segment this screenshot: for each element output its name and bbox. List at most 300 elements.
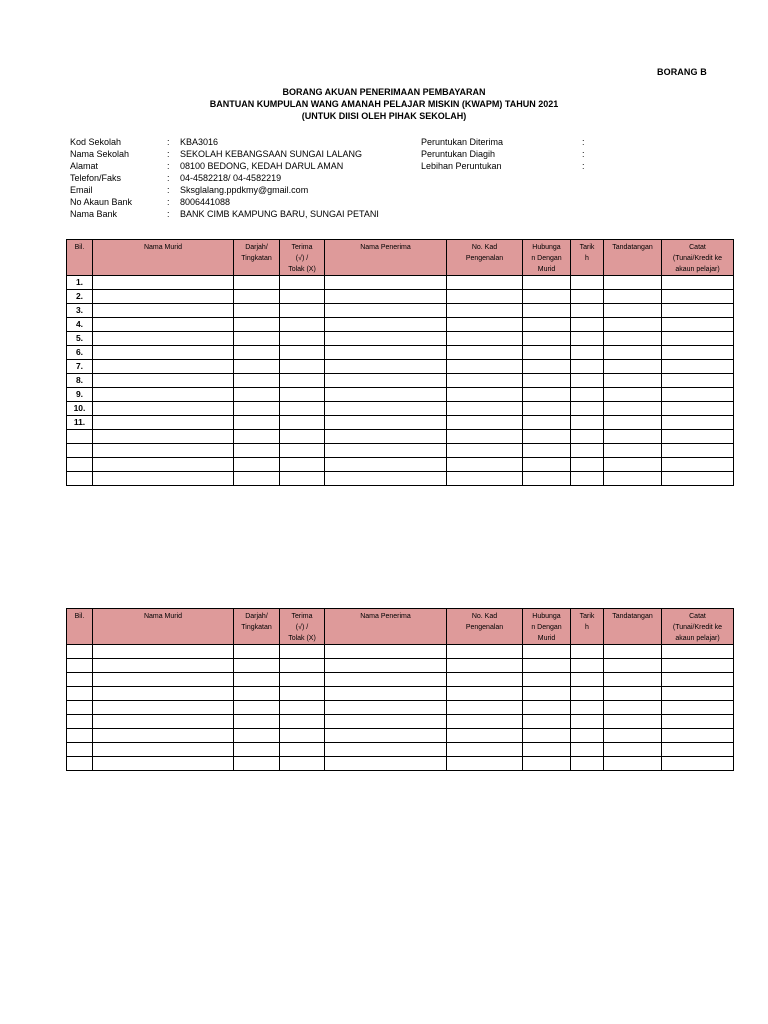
table-cell[interactable] <box>325 360 447 374</box>
table-cell[interactable] <box>571 318 604 332</box>
table-cell[interactable] <box>280 743 325 757</box>
table-cell[interactable] <box>93 757 234 771</box>
table-cell[interactable] <box>447 388 523 402</box>
table-cell[interactable] <box>280 388 325 402</box>
info-row <box>70 208 379 220</box>
table-cell[interactable] <box>93 416 234 430</box>
column-header-line: Terima <box>291 613 313 620</box>
row-number-cell[interactable] <box>67 430 93 444</box>
row-number-cell[interactable] <box>67 673 93 687</box>
table-cell[interactable] <box>234 729 280 743</box>
table-cell[interactable] <box>662 472 734 486</box>
table-cell[interactable] <box>280 444 325 458</box>
table-cell[interactable] <box>280 346 325 360</box>
table-cell[interactable] <box>662 402 734 416</box>
table-cell[interactable] <box>325 276 447 290</box>
table-cell[interactable] <box>662 360 734 374</box>
row-number-cell[interactable]: 11. <box>67 416 93 430</box>
table-cell[interactable] <box>234 290 280 304</box>
table-cell[interactable] <box>447 743 523 757</box>
table-cell[interactable] <box>234 346 280 360</box>
table-cell[interactable] <box>523 360 571 374</box>
table-cell[interactable] <box>571 374 604 388</box>
table-row <box>67 715 734 729</box>
info-separator: : <box>167 197 170 207</box>
table-row <box>67 444 734 458</box>
table-cell[interactable] <box>662 388 734 402</box>
table-cell[interactable] <box>93 659 234 673</box>
table-cell[interactable] <box>571 276 604 290</box>
table-cell[interactable] <box>234 430 280 444</box>
table-cell[interactable] <box>280 290 325 304</box>
table-cell[interactable] <box>280 304 325 318</box>
table-cell[interactable] <box>93 458 234 472</box>
table-cell[interactable] <box>325 472 447 486</box>
table-cell[interactable] <box>571 444 604 458</box>
info-separator: : <box>167 173 170 183</box>
row-number-cell[interactable]: 2. <box>67 290 93 304</box>
table-cell[interactable] <box>523 444 571 458</box>
school-info <box>70 136 379 220</box>
table-cell[interactable] <box>523 659 571 673</box>
table-cell[interactable] <box>447 304 523 318</box>
table-cell[interactable] <box>280 430 325 444</box>
allocation-label: Lebihan Peruntukan <box>421 161 502 171</box>
info-row <box>70 196 379 208</box>
table-cell[interactable] <box>234 304 280 318</box>
table-cell[interactable] <box>604 360 662 374</box>
table-cell[interactable] <box>662 645 734 659</box>
table-cell[interactable] <box>325 673 447 687</box>
table-cell[interactable] <box>93 472 234 486</box>
table-cell[interactable] <box>604 673 662 687</box>
table-cell[interactable] <box>447 729 523 743</box>
row-number-cell[interactable]: 1. <box>67 276 93 290</box>
table-cell[interactable] <box>662 430 734 444</box>
table-cell[interactable] <box>447 458 523 472</box>
table-cell[interactable] <box>325 318 447 332</box>
column-header-line: h <box>585 255 589 262</box>
table-cell[interactable] <box>523 388 571 402</box>
table-cell[interactable] <box>447 715 523 729</box>
table-cell[interactable] <box>523 458 571 472</box>
table-cell[interactable] <box>280 715 325 729</box>
table-cell[interactable] <box>604 472 662 486</box>
table-cell[interactable] <box>604 290 662 304</box>
column-header <box>523 609 571 645</box>
allocation-label: Peruntukan Diagih <box>421 149 496 159</box>
table-cell[interactable] <box>280 729 325 743</box>
table-cell[interactable] <box>604 304 662 318</box>
column-header <box>662 609 734 645</box>
table-cell[interactable] <box>662 458 734 472</box>
table-cell[interactable] <box>280 374 325 388</box>
table-row <box>67 332 734 346</box>
table-cell[interactable] <box>234 715 280 729</box>
table-cell[interactable] <box>604 715 662 729</box>
table-cell[interactable] <box>571 659 604 673</box>
table-cell[interactable] <box>93 430 234 444</box>
table-cell[interactable] <box>447 416 523 430</box>
table-cell[interactable] <box>93 276 234 290</box>
table-cell[interactable] <box>447 402 523 416</box>
recipient-table-1 <box>66 239 734 486</box>
info-value: BANK CIMB KAMPUNG BARU, SUNGAI PETANI <box>180 209 379 219</box>
table-cell[interactable] <box>93 290 234 304</box>
row-number-cell[interactable]: 3. <box>67 304 93 318</box>
table-cell[interactable] <box>280 416 325 430</box>
table-cell[interactable] <box>523 430 571 444</box>
info-separator: : <box>167 185 170 195</box>
table-cell[interactable] <box>447 374 523 388</box>
table-cell[interactable] <box>604 743 662 757</box>
table-cell[interactable] <box>280 332 325 346</box>
info-label: Email <box>70 185 93 195</box>
table-cell[interactable] <box>571 472 604 486</box>
table-cell[interactable] <box>447 687 523 701</box>
table-row <box>67 416 734 430</box>
table-cell[interactable] <box>280 645 325 659</box>
table-cell[interactable] <box>523 687 571 701</box>
row-number-cell[interactable] <box>67 701 93 715</box>
table-cell[interactable] <box>523 318 571 332</box>
column-header-line: h <box>585 624 589 631</box>
table-cell[interactable] <box>523 701 571 715</box>
info-label: No Akaun Bank <box>70 197 133 207</box>
table-cell[interactable] <box>571 729 604 743</box>
table-cell[interactable] <box>523 402 571 416</box>
allocation-row <box>421 160 592 172</box>
table-cell[interactable] <box>280 701 325 715</box>
column-header <box>325 609 447 645</box>
column-header-line: Tandatangan <box>612 244 653 251</box>
table-cell[interactable] <box>234 743 280 757</box>
table-cell[interactable] <box>93 673 234 687</box>
table-cell[interactable] <box>93 444 234 458</box>
table-cell[interactable] <box>447 472 523 486</box>
info-row <box>70 172 379 184</box>
table-cell[interactable] <box>93 360 234 374</box>
table-cell[interactable] <box>662 346 734 360</box>
table-cell[interactable] <box>662 444 734 458</box>
row-number-cell[interactable] <box>67 444 93 458</box>
table-cell[interactable] <box>280 318 325 332</box>
table-cell[interactable] <box>604 458 662 472</box>
table-cell[interactable] <box>325 687 447 701</box>
table-cell[interactable] <box>447 444 523 458</box>
title-line-2: BANTUAN KUMPULAN WANG AMANAH PELAJAR MISKIN (KWAPM) TAHUN 2021 <box>209 99 559 109</box>
row-number-cell[interactable]: 5. <box>67 332 93 346</box>
table-cell[interactable] <box>523 673 571 687</box>
table-cell[interactable] <box>234 402 280 416</box>
table-cell[interactable] <box>325 290 447 304</box>
table-cell[interactable] <box>234 472 280 486</box>
table-cell[interactable] <box>571 360 604 374</box>
table-cell[interactable] <box>325 729 447 743</box>
table-cell[interactable] <box>523 757 571 771</box>
table-cell[interactable] <box>571 290 604 304</box>
table-cell[interactable] <box>523 729 571 743</box>
table-cell[interactable] <box>325 346 447 360</box>
row-number-cell[interactable] <box>67 472 93 486</box>
column-header <box>325 240 447 276</box>
table-cell[interactable] <box>571 402 604 416</box>
table-cell[interactable] <box>571 687 604 701</box>
table-cell[interactable] <box>93 645 234 659</box>
table-cell[interactable] <box>234 757 280 771</box>
table-cell[interactable] <box>447 673 523 687</box>
row-number-cell[interactable]: 4. <box>67 318 93 332</box>
row-number-cell[interactable]: 10. <box>67 402 93 416</box>
column-header-line: (√) / <box>295 624 309 631</box>
table-cell[interactable] <box>571 458 604 472</box>
info-row <box>70 148 379 160</box>
table-cell[interactable] <box>604 276 662 290</box>
column-header <box>447 240 523 276</box>
table-cell[interactable] <box>280 458 325 472</box>
table-cell[interactable] <box>93 687 234 701</box>
table-cell[interactable] <box>571 645 604 659</box>
table-cell[interactable] <box>604 318 662 332</box>
table-cell[interactable] <box>325 416 447 430</box>
table-cell[interactable] <box>604 645 662 659</box>
table-cell[interactable] <box>325 444 447 458</box>
table-row <box>67 729 734 743</box>
table-cell[interactable] <box>447 430 523 444</box>
table-cell[interactable] <box>325 304 447 318</box>
table-cell[interactable] <box>280 276 325 290</box>
column-header-line: Bil. <box>74 244 85 251</box>
table-cell[interactable] <box>325 430 447 444</box>
table-cell[interactable] <box>523 304 571 318</box>
column-header <box>67 240 93 276</box>
table-cell[interactable] <box>447 757 523 771</box>
table-cell[interactable] <box>523 416 571 430</box>
table-cell[interactable] <box>571 673 604 687</box>
table-cell[interactable] <box>325 701 447 715</box>
table-cell[interactable] <box>571 332 604 346</box>
info-separator: : <box>167 209 170 219</box>
table-cell[interactable] <box>325 743 447 757</box>
table-cell[interactable] <box>662 659 734 673</box>
table-cell[interactable] <box>571 416 604 430</box>
column-header-line: akaun pelajar) <box>675 266 720 273</box>
column-header <box>604 609 662 645</box>
table-cell[interactable] <box>662 757 734 771</box>
table-cell[interactable] <box>325 388 447 402</box>
row-number-cell[interactable] <box>67 687 93 701</box>
table-cell[interactable] <box>447 346 523 360</box>
table-cell[interactable] <box>234 701 280 715</box>
table-cell[interactable] <box>234 659 280 673</box>
column-header-line: n Dengan <box>531 255 562 262</box>
table-cell[interactable] <box>234 360 280 374</box>
table-cell[interactable] <box>662 715 734 729</box>
table-cell[interactable] <box>447 318 523 332</box>
table-cell[interactable] <box>93 332 234 346</box>
table-cell[interactable] <box>280 360 325 374</box>
row-number-cell[interactable]: 7. <box>67 360 93 374</box>
table-cell[interactable] <box>93 402 234 416</box>
table-cell[interactable] <box>325 332 447 346</box>
table-cell[interactable] <box>571 743 604 757</box>
column-header <box>604 240 662 276</box>
row-number-cell[interactable] <box>67 715 93 729</box>
table-cell[interactable] <box>523 346 571 360</box>
title-line-1: BORANG AKUAN PENERIMAAN PEMBAYARAN <box>282 87 486 97</box>
row-number-cell[interactable] <box>67 729 93 743</box>
table-cell[interactable] <box>447 332 523 346</box>
row-number-cell[interactable] <box>67 645 93 659</box>
table-row <box>67 388 734 402</box>
table-cell[interactable] <box>571 346 604 360</box>
table-cell[interactable] <box>523 290 571 304</box>
table-cell[interactable] <box>571 701 604 715</box>
table-cell[interactable] <box>604 659 662 673</box>
table-cell[interactable] <box>280 687 325 701</box>
table-cell[interactable] <box>234 318 280 332</box>
table-cell[interactable] <box>604 430 662 444</box>
table-cell[interactable] <box>234 444 280 458</box>
table-cell[interactable] <box>604 757 662 771</box>
table-cell[interactable] <box>234 332 280 346</box>
table-cell[interactable] <box>447 659 523 673</box>
row-number-cell[interactable]: 6. <box>67 346 93 360</box>
table-cell[interactable] <box>325 458 447 472</box>
table-cell[interactable] <box>280 402 325 416</box>
column-header <box>67 609 93 645</box>
row-number-cell[interactable] <box>67 743 93 757</box>
info-label: Telefon/Faks <box>70 173 122 183</box>
table-cell[interactable] <box>93 743 234 757</box>
table-cell[interactable] <box>604 332 662 346</box>
info-value: KBA3016 <box>180 137 219 147</box>
table-cell[interactable] <box>662 318 734 332</box>
column-header-line: Bil. <box>74 613 85 620</box>
table-cell[interactable] <box>523 374 571 388</box>
table-cell[interactable] <box>234 673 280 687</box>
table-cell[interactable] <box>447 290 523 304</box>
row-number-cell[interactable]: 9. <box>67 388 93 402</box>
table-cell[interactable] <box>571 304 604 318</box>
row-number-cell[interactable]: 8. <box>67 374 93 388</box>
table-cell[interactable] <box>662 374 734 388</box>
table-cell[interactable] <box>523 332 571 346</box>
table-cell[interactable] <box>662 304 734 318</box>
table-cell[interactable] <box>662 687 734 701</box>
table-cell[interactable] <box>325 645 447 659</box>
table-row <box>67 472 734 486</box>
column-header-line: Hubunga <box>532 613 561 620</box>
table-cell[interactable] <box>447 276 523 290</box>
table-cell[interactable] <box>93 304 234 318</box>
row-number-cell[interactable] <box>67 659 93 673</box>
table-cell[interactable] <box>523 276 571 290</box>
table-cell[interactable] <box>234 416 280 430</box>
table-cell[interactable] <box>571 430 604 444</box>
table-cell[interactable] <box>523 645 571 659</box>
table-cell[interactable] <box>662 743 734 757</box>
table-cell[interactable] <box>604 687 662 701</box>
row-number-cell[interactable] <box>67 458 93 472</box>
table-cell[interactable] <box>280 659 325 673</box>
table-cell[interactable] <box>93 374 234 388</box>
table-cell[interactable] <box>662 673 734 687</box>
table-cell[interactable] <box>604 346 662 360</box>
table-cell[interactable] <box>604 374 662 388</box>
table-cell[interactable] <box>93 715 234 729</box>
table-row <box>67 645 734 659</box>
table-row <box>67 304 734 318</box>
table-cell[interactable] <box>604 402 662 416</box>
column-header-line: (Tunai/Kredit ke <box>672 255 723 262</box>
table-cell[interactable] <box>662 416 734 430</box>
table-cell[interactable] <box>93 388 234 402</box>
table-cell[interactable] <box>93 346 234 360</box>
table-cell[interactable] <box>604 729 662 743</box>
table-cell[interactable] <box>234 687 280 701</box>
column-header-line: Pengenalan <box>465 624 504 631</box>
table-cell[interactable] <box>325 659 447 673</box>
row-number-cell[interactable] <box>67 757 93 771</box>
table-cell[interactable] <box>604 416 662 430</box>
table-cell[interactable] <box>523 472 571 486</box>
table-cell[interactable] <box>280 673 325 687</box>
column-header-line: Tolak (X) <box>288 266 316 273</box>
table-cell[interactable] <box>662 729 734 743</box>
table-cell[interactable] <box>447 701 523 715</box>
table-cell[interactable] <box>280 757 325 771</box>
info-label: Kod Sekolah <box>70 137 122 147</box>
table-cell[interactable] <box>604 444 662 458</box>
table-cell[interactable] <box>234 388 280 402</box>
table-cell[interactable] <box>571 757 604 771</box>
table-row <box>67 743 734 757</box>
table-cell[interactable] <box>523 715 571 729</box>
table-cell[interactable] <box>234 645 280 659</box>
table-cell[interactable] <box>325 757 447 771</box>
table-cell[interactable] <box>325 374 447 388</box>
table-cell[interactable] <box>662 701 734 715</box>
table-cell[interactable] <box>93 701 234 715</box>
table-cell[interactable] <box>447 645 523 659</box>
table-row <box>67 673 734 687</box>
table-cell[interactable] <box>234 276 280 290</box>
table-cell[interactable] <box>571 388 604 402</box>
table-cell[interactable] <box>662 290 734 304</box>
table-cell[interactable] <box>571 715 604 729</box>
column-header <box>571 240 604 276</box>
table-cell[interactable] <box>447 360 523 374</box>
column-header <box>571 609 604 645</box>
table-cell[interactable] <box>234 458 280 472</box>
table-cell[interactable] <box>234 374 280 388</box>
table-cell[interactable] <box>604 388 662 402</box>
table-cell[interactable] <box>523 743 571 757</box>
column-header-line: Catat <box>689 613 706 620</box>
table-cell[interactable] <box>662 276 734 290</box>
column-header-line: Tolak (X) <box>288 635 316 642</box>
table-cell[interactable] <box>604 701 662 715</box>
column-header-line: Tarik <box>579 613 595 620</box>
info-value: 08100 BEDONG, KEDAH DARUL AMAN <box>180 161 344 171</box>
table-cell[interactable] <box>280 472 325 486</box>
table-cell[interactable] <box>325 715 447 729</box>
table-cell[interactable] <box>325 402 447 416</box>
table-cell[interactable] <box>93 318 234 332</box>
table-cell[interactable] <box>93 729 234 743</box>
table-cell[interactable] <box>662 332 734 346</box>
